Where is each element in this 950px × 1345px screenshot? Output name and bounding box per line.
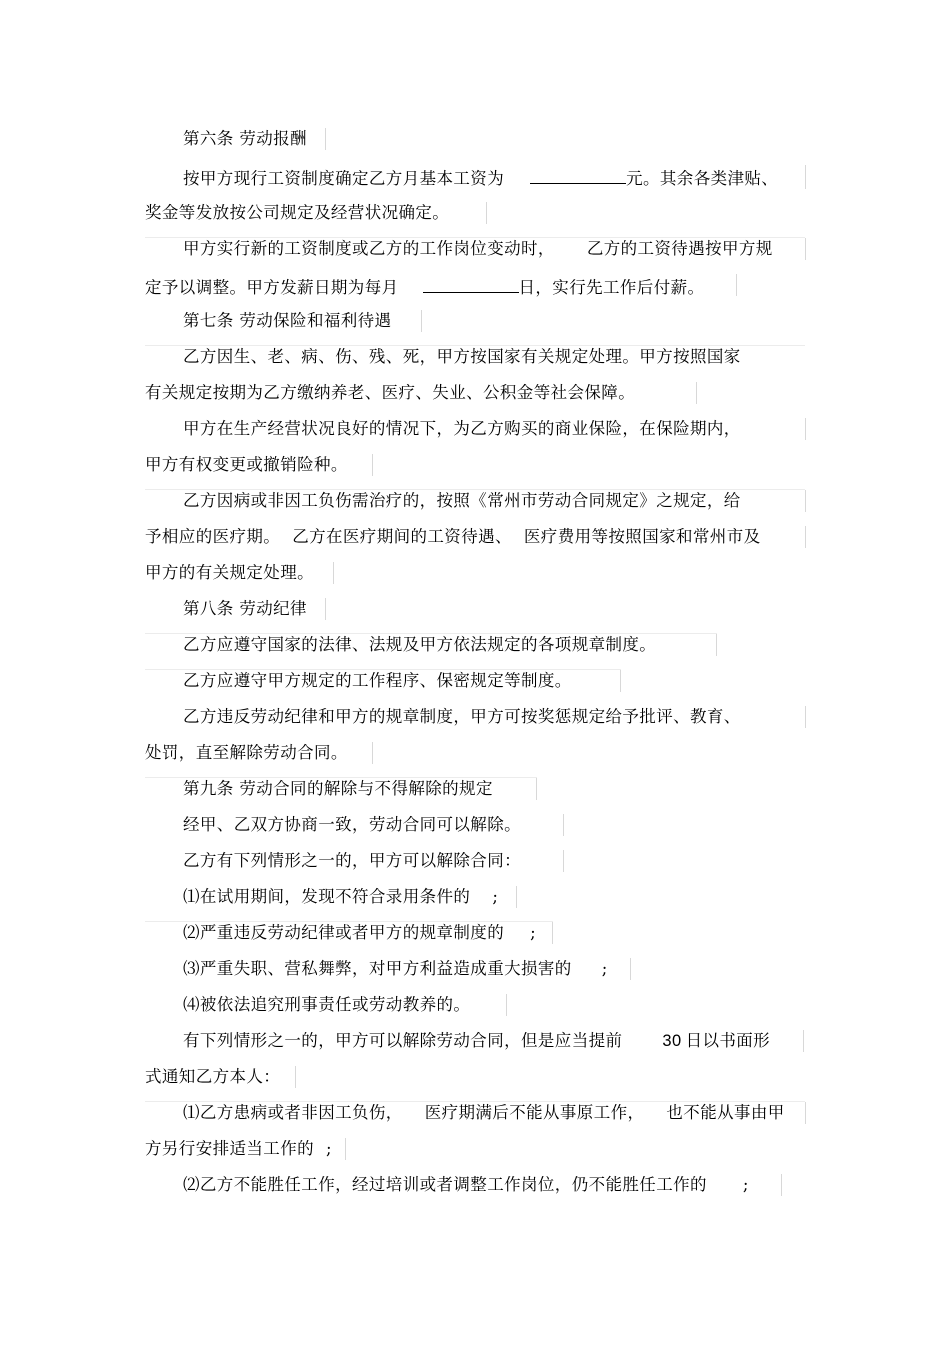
text-segment: ⑶严重失职、营私舞弊，对甲方利益造成重大损害的 — [183, 959, 572, 978]
scan-mark — [805, 490, 806, 512]
text-segment: 医疗期满后不能从事原工作， — [424, 1103, 645, 1122]
scan-mark — [372, 454, 373, 476]
text-segment: 方另行安排适当工作的 — [145, 1139, 314, 1158]
paragraph-line: 甲方在生产经营状况良好的情况下，为乙方购买的商业保险，在保险期内， — [183, 419, 741, 438]
paragraph-line: 乙方应遵守甲方规定的工作程序、保密规定等制度。 — [183, 671, 572, 690]
scan-mark — [345, 1138, 346, 1160]
text-segment: ⑵乙方不能胜任工作，经过培训或者调整工作岗位，仍不能胜任工作的 — [183, 1175, 707, 1194]
scan-mark — [563, 814, 564, 836]
text-segment: 按甲方现行工资制度确定乙方月基本工资为 — [183, 169, 505, 188]
list-item — [183, 886, 498, 908]
scan-mark — [716, 634, 717, 656]
text-segment: 乙方在医疗期间的工资待遇、 — [292, 527, 512, 546]
text-segment: 有下列情形之一的，甲方可以解除劳动合同，但是应当提前 — [183, 1031, 623, 1050]
list-item: ⑷被依法追究刑事责任或劳动教养的。 — [183, 995, 471, 1014]
paragraph-line — [183, 1030, 770, 1052]
scan-mark — [736, 274, 737, 296]
paragraph-line: 乙方因病或非因工负伤需治疗的，按照《常州市劳动合同规定》之规定，给 — [183, 491, 741, 510]
paragraph-line: 式通知乙方本人： — [145, 1067, 281, 1086]
text-segment: 元。其余各类津贴、 — [626, 169, 779, 188]
scan-mark — [803, 1030, 804, 1052]
notice-days: 30 — [662, 1032, 682, 1050]
scan-mark — [536, 778, 537, 800]
text-segment: ⑴乙方患病或者非因工负伤， — [183, 1103, 403, 1122]
scan-mark — [805, 1102, 806, 1124]
scan-mark — [781, 1174, 782, 1196]
scan-mark — [805, 526, 806, 548]
text-segment: ⑵严重违反劳动纪律或者甲方的规章制度的 — [183, 923, 505, 942]
scan-mark — [516, 886, 517, 908]
text-segment: ; — [530, 923, 537, 942]
list-item — [183, 958, 608, 980]
list-item — [183, 1102, 785, 1124]
article-7-heading: 第七条 劳动保险和福利待遇 — [183, 311, 392, 330]
text-segment: 予相应的医疗期。 — [145, 527, 281, 546]
article-8-heading: 第八条 劳动纪律 — [183, 599, 307, 618]
list-item — [183, 922, 536, 944]
paragraph-line: 乙方因生、老、病、伤、残、死，甲方按国家有关规定处理。甲方按照国家 — [183, 347, 741, 366]
paragraph-line — [145, 274, 704, 299]
text-segment: 日，实行先工作后付薪。 — [518, 278, 705, 297]
text-segment: ; — [742, 1175, 749, 1194]
paragraph-line: 甲方的有关规定处理。 — [145, 563, 314, 582]
paragraph-line — [183, 238, 773, 260]
scan-mark — [295, 1066, 296, 1088]
text-segment: ; — [492, 887, 499, 906]
text-segment: 日以书面形 — [685, 1031, 771, 1050]
text-segment: 乙方的工资待遇按甲方规 — [586, 239, 773, 258]
scan-mark — [805, 418, 806, 440]
scan-mark — [620, 670, 621, 692]
scan-mark — [372, 742, 373, 764]
paragraph-line: 乙方有下列情形之一的，甲方可以解除合同： — [183, 851, 521, 870]
text-segment: ; — [326, 1139, 332, 1158]
paragraph-line: 乙方违反劳动纪律和甲方的规章制度，甲方可按奖惩规定给予批评、教育、 — [183, 707, 741, 726]
list-item — [145, 1138, 332, 1160]
salary-blank — [530, 165, 626, 184]
paragraph-line — [183, 165, 778, 190]
scan-mark — [563, 850, 564, 872]
paragraph-line: 甲方有权变更或撤销险种。 — [145, 455, 348, 474]
scan-mark — [630, 958, 631, 980]
scan-mark — [333, 562, 334, 584]
scan-mark — [506, 994, 507, 1016]
scan-mark — [421, 310, 422, 332]
scan-mark — [325, 128, 326, 150]
paragraph-line: 乙方应遵守国家的法律、法规及甲方依法规定的各项规章制度。 — [183, 635, 657, 654]
text-segment: 定予以调整。甲方发薪日期为每月 — [145, 278, 399, 297]
scan-mark — [552, 922, 553, 944]
paragraph-line: 奖金等发放按公司规定及经营状况确定。 — [145, 203, 450, 222]
text-segment: 甲方实行新的工资制度或乙方的工作岗位变动时， — [183, 239, 555, 258]
scan-mark — [696, 382, 697, 404]
payday-blank — [423, 274, 519, 293]
article-6-heading: 第六条 劳动报酬 — [183, 129, 307, 148]
text-segment: 也不能从事由甲 — [666, 1103, 785, 1122]
text-segment: ⑴在试用期间，发现不符合录用条件的 — [183, 887, 471, 906]
text-segment: 医疗费用等按照国家和常州市及 — [523, 527, 761, 546]
paragraph-line — [145, 526, 761, 548]
scan-mark — [805, 238, 806, 260]
paragraph-line: 经甲、乙双方协商一致，劳动合同可以解除。 — [183, 815, 521, 834]
scan-mark — [805, 706, 806, 728]
paragraph-line: 有关规定按期为乙方缴纳养老、医疗、失业、公积金等社会保障。 — [145, 383, 636, 402]
list-item — [183, 1174, 749, 1196]
text-segment: ; — [601, 959, 608, 978]
scan-mark — [325, 598, 326, 620]
scan-mark — [805, 165, 806, 189]
article-9-heading: 第九条 劳动合同的解除与不得解除的规定 — [183, 779, 493, 798]
paragraph-line: 处罚，直至解除劳动合同。 — [145, 743, 348, 762]
scan-mark — [486, 202, 487, 224]
